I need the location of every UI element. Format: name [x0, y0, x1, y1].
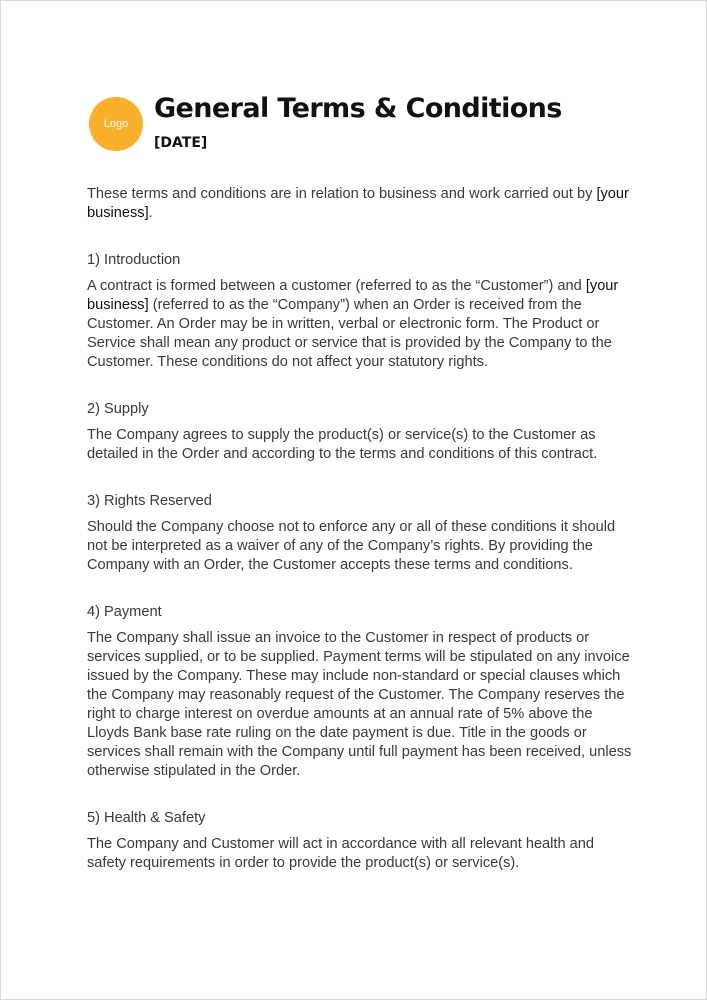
section-text-supply: The Company agrees to supply the product(s) or service(s) to the Customer as detailed in the Order and according to the terms and conditions of this contract. [87, 427, 598, 462]
logo-text: Logo [103, 118, 129, 130]
section-text-payment: The Company shall issue an invoice to the Customer in respect of products or services supplied, or to be supplied. Payment terms will be stipulated on any invoice issued by the Company. These may include non-standard or special clauses which the Company may reasonably request of the Customer. The Company reserves the right to charge interest on overdue amounts at an annual rate of 5% above the Lloyds Bank base rate ruling on the date payment is due. Title in the goods or services shall remain with the Company until full payment has been received, unless otherwise stipulated in the Order. [87, 630, 632, 779]
document-body [87, 185, 632, 901]
section-text-introduction [87, 277, 632, 372]
section-heading-supply: 2) Supply [87, 401, 149, 417]
introduction-business-placeholder: [your business] [87, 278, 619, 313]
section-heading-health-safety: 5) Health & Safety [87, 810, 206, 826]
section-heading-payment: 4) Payment [87, 604, 162, 620]
document-date: [DATE] [154, 135, 208, 151]
section-text-health-safety: The Company and Customer will act in accordance with all relevant health and safety requirements in order to provide the product(s) or service(s). [87, 836, 594, 871]
intro-paragraph [87, 185, 632, 223]
introduction-text-end: (referred to as the “Company”) when an Order is received from the Customer. An Order may be in written, verbal or electronic form. The Product or Service shall mean any product or service that is provided by the Company to the Customer. These conditions do not affect your statutory rights. [87, 297, 612, 370]
intro-text: These terms and conditions are in relation to business and work carried out by [87, 186, 597, 202]
section-text-rights-reserved: Should the Company choose not to enforce any or all of these conditions it should not be interpreted as a waiver of any of the Company’s rights. By providing the Company with an Order, the Customer accepts these terms and conditions. [87, 519, 616, 573]
logo [89, 97, 143, 151]
introduction-text-start: A contract is formed between a customer (referred to as the “Customer”) and [87, 278, 586, 294]
section-heading-rights-reserved: 3) Rights Reserved [87, 493, 212, 509]
document-title: General Terms & Conditions [154, 93, 562, 124]
business-placeholder: [your business] [87, 186, 629, 221]
section-heading-introduction: 1) Introduction [87, 252, 181, 268]
intro-end: . [148, 205, 153, 221]
